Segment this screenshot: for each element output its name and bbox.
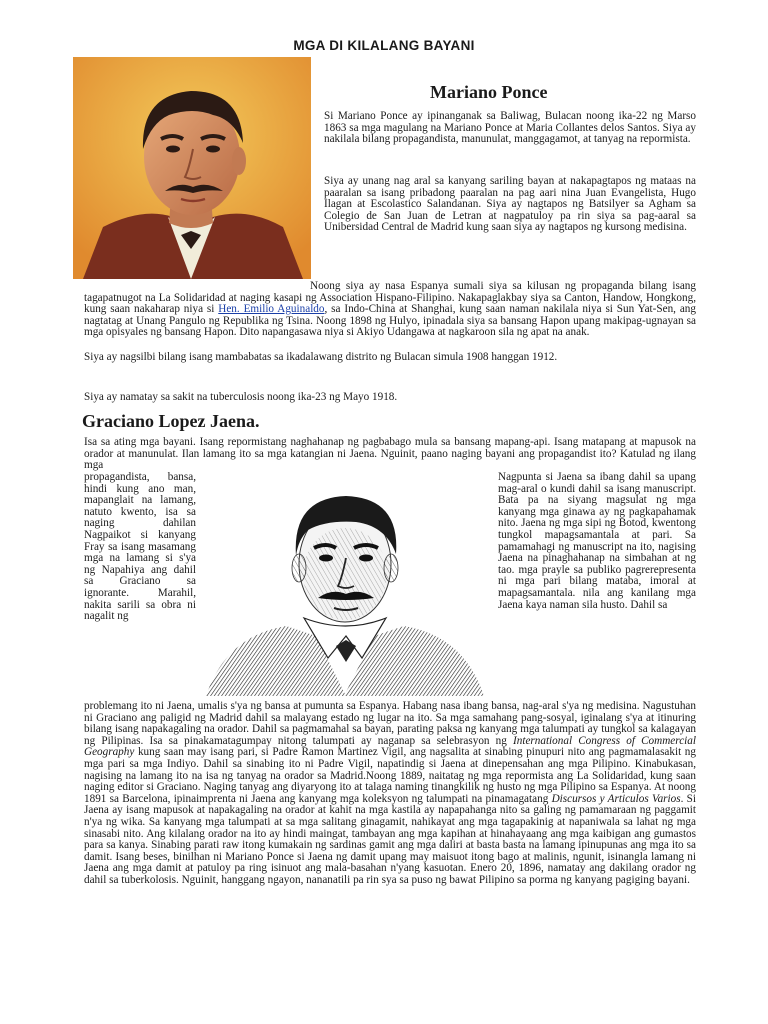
jaena-main-part-1: problemang ito ni Jaena, umalis s'ya ng bansa at pumunta sa Espanya. Habang nasa ibang bansa, nag-aral s'ya ng medisina. Nagustuhan ni Graciano ang paligid ng Madrid dahil sa malayang estado ng lugar na ito. Sa mga samahang pang-sosyal, iginalang s'ya at itinuring bilang isang napakagaling na orador. Dahil sa pagmamahal sa bayan, parating paksa ng kanyang mga talumpati ay tungkol sa kalagayan ng Pilipinas. Isa sa pinakamatagumpay nitong talumpati ay naganap sa selebrasyon ng <box>84 700 696 747</box>
ponce-paragraph-3-start: Noong siya ay nasa Espanya sumali siya sa kilusan ng propaganda bilang isang tagapatnugot na La Solidaridad at naging kasapi ng Association Hispano-Filipino. Nakapaglakbay siya sa Canton, Handow, Hongkong, kung saan nakaharap niya si <box>84 280 696 316</box>
ponce-paragraph-1: Si Mariano Ponce ay ipinanganak sa Baliwag, Bulacan noong ika-22 ng Marso 1863 sa mga magulang na Mariano Ponce at Maria Collantes delos Santos. Siya ay nakilala bilang propagandista, manunulat, manggagamot, at tanyag na repormista. <box>324 110 696 146</box>
ponce-paragraph-2: Siya ay unang nag aral sa kanyang sariling bayan at nakapagtapos ng mataas na paaralan sa isang pribadong paaralan na pag aari nina Juan Evangelista, Hugo Ilagan at Escolastico Salandanan. Siya ay nagtapos ng Batsilyer sa Agham sa Colegio de San Juan de Letran at nagpatuloy pa rin siya sa pag-aaral sa Unibersidad Central de Madrid kung saan siya ay nagtapos ng kursong medisina. <box>324 175 696 234</box>
document-title: MGA DI KILALANG BAYANI <box>293 38 475 53</box>
jaena-main-part-3: . Si Jaena ay isang mapusok at napakagaling na orador at kahit na mga kastila ay napapahanga nito sa galing ng pamamaraan ng paggamit n'ya ng wika. Sa kanyang mga talumpati at sa mga salitang ginagamit, nahikayat ang mga tagapakinig at napaniwala sa lahat ng mga sinasabi nito. Ang kilalang orador na ito ay hindi maingat, tambayan ang mga kapihan at hinahayaang ang mga kaibigan ang gumastos para sa kanya. Sinabing parati raw itong kumakain ng sardinas gamit ang mga daliri at basta basta na lamang ipinupunas ang mga ito sa damit. Isang beses, binilhan ni Mariano Ponce si Jaena ng damit upang may maisuot itong bago at malinis, ngunit, isinangla lamang ni Jaena ang mga damit at patuloy pa ring isinuot ang mala-basahan n'yang kasuotan. Enero 20, 1896, namatay ang dakilang orador ng dahil sa tuberkolosis. Nguinit, hanggang ngayon, nananatili pa rin sya sa puso ng bawat Pilipino sa porma ng kanyang pagiging bayani. <box>84 792 696 886</box>
ponce-paragraph-5: Siya ay namatay sa sakit na tuberculosis noong ika-23 ng Mayo 1918. <box>84 391 398 403</box>
graciano-jaena-portrait <box>196 486 494 696</box>
jaena-left-column-text: propagandista, bansa, hindi kung ano man, mapanglait na lamang, natuto kwento, isa sa naging dahilan Nagpaikot si kanyang Fray sa isang masamang mga na lamang si s'ya ng Napahiya ang dahil sa Graciano sa ignorante. Marahil, nakita sarili sa obra ni nagalit ng <box>84 471 196 623</box>
discursos-title: Discursos y Articulos Varios <box>551 792 681 805</box>
mariano-ponce-heading: Mariano Ponce <box>430 82 548 102</box>
mariano-ponce-portrait <box>73 57 311 279</box>
ponce-paragraph-4: Siya ay nagsilbi bilang isang mambabatas sa ikadalawang distrito ng Bulacan simula 1908 hanggan 1912. <box>84 351 558 363</box>
aguinaldo-link[interactable]: Hen. Emilio Aguinaldo <box>218 303 325 316</box>
jaena-main-part-2: kung saan may isang pari, si Padre Ramon Martinez Vigil, ang nagsalita at sinabing pinupuri nito ang pagmamalasakit ng mga pari sa mga Indiyo. Dahil sa sinabing ito ni Padre Vigil, napatindig si Jaena at dinepensahan ang mga Pilipino. Kinabukasan, nagising na lamang ito na isa ng tanyag na orador sa Madrid.Noong 1889, naitatag ng mga repormista ang La Solidaridad, kung saan naging editor si Graciano. Naging tanyag ang diyaryong ito at talaga naming tinangkilik ng husto ng mga Pilipino sa Espanya. At noong 1891 sa Barcelona, ipinaimprenta ni Jaena ang kanyang mga koleksyon ng talumpati na pinamagatang <box>84 746 696 805</box>
graciano-jaena-heading: Graciano Lopez Jaena. <box>82 411 260 431</box>
congress-title: International Congress of Commercial Geography <box>84 734 696 759</box>
ponce-paragraph-3-end: , sa Indo-China at Shanghai, kung saan naman nakilala niya si Sun Yat-Sen, ang nagtatag at Unang Pangulo ng Republika ng Tsina. Noong 1898 ng Hulyo, ipinadala siya sa bansang Hapon upang makipag-ugnayan sa mga opisyales ng bansang Hapon. Dito napangasawa niya si Akiyo Udangawa at nagkaroon sila ng apat na anak. <box>84 303 696 339</box>
jaena-right-column-text: Nagpunta si Jaena sa ibang dahil sa upang mag-aral o kundi dahil sa isang manuscript. Bata pa na siyang magsulat ng mga kanyang mga ginawa ay ng pagkapahamak nito. Jaena ng mga sipi ng Botod, kwentong tungkol mapagsamantala at pari. Sa pamamahagi ng manuscript na ito, nagising Jaena na pinaghahanap na simbahan at ng tao. mga prayle sa publiko pagrerepresenta ni mga pari bilang mataba, imoral at mapagsamantala. nila ang kanilang mga Jaena kaya naman sila husto. Dahil sa <box>498 471 696 611</box>
jaena-main-paragraph <box>84 701 696 887</box>
ponce-paragraph-3 <box>84 281 696 339</box>
jaena-intro-paragraph: Isa sa ating mga bayani. Isang repormistang naghahanap ng pagbabago mula sa bansang mapang-api. Isang matapang at mapusok na orador at manunulat. Ilan lamang ito sa mga katangian ni Jaena. Nguinit, paano naging bayani ang propagandist ito? Katulad ng ilang mga <box>84 436 696 472</box>
